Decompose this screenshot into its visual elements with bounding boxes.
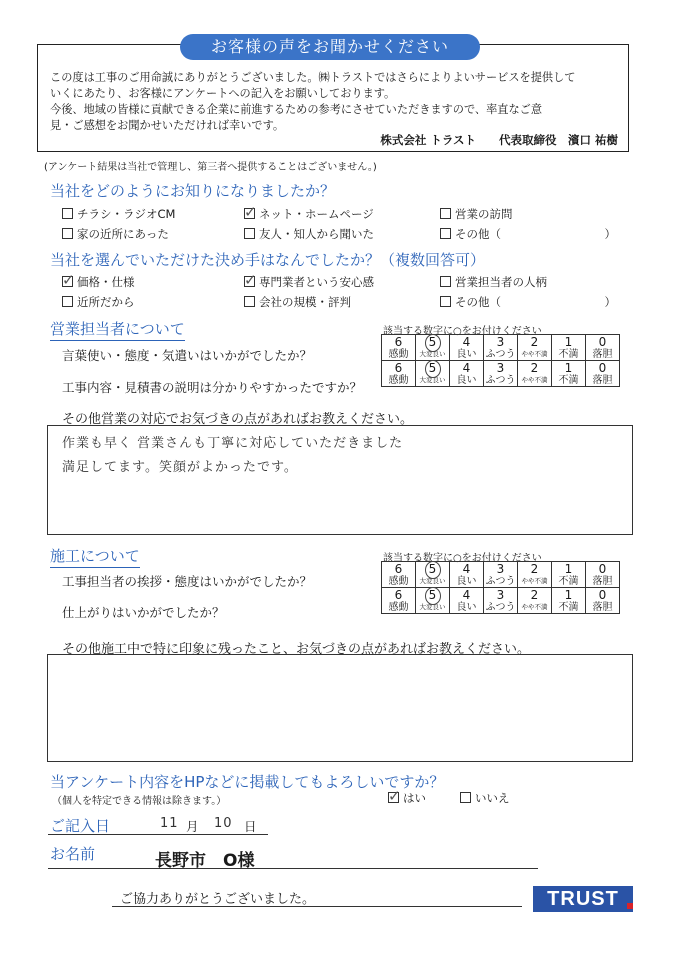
q2-option[interactable]: 近所だから bbox=[62, 294, 135, 310]
logo-dot bbox=[627, 903, 633, 909]
rating-label: 落胆 bbox=[592, 349, 613, 360]
date-month-value: 11 bbox=[160, 816, 179, 831]
rating-number: 6 bbox=[394, 335, 403, 349]
rating-row bbox=[382, 588, 620, 614]
intro-line: 見・ご感想をお聞かせいただければ幸いです。 bbox=[50, 119, 285, 132]
rating-label: やや不満 bbox=[521, 376, 548, 384]
rating-number: 2 bbox=[530, 361, 539, 375]
q1-heading: 当社をどのようにお知りになりましたか？ bbox=[50, 182, 336, 200]
publish-yes-option[interactable]: ✓ はい bbox=[388, 787, 426, 805]
checkbox[interactable] bbox=[62, 296, 73, 307]
rating-label: 感動 bbox=[388, 349, 409, 360]
rating-cell-0[interactable] bbox=[586, 588, 620, 614]
rating-number: 5 bbox=[428, 588, 437, 602]
rating-cell-3[interactable] bbox=[484, 335, 518, 361]
rating-number: 1 bbox=[564, 588, 573, 602]
q2-option[interactable]: ✓ 専門業者という安心感 bbox=[244, 271, 374, 289]
rating-cell-4[interactable] bbox=[450, 562, 484, 588]
survey-title: お客様の声をお聞かせください bbox=[180, 34, 480, 60]
rating-label: 大変良い bbox=[419, 376, 446, 384]
rating-label: ふつう bbox=[485, 375, 516, 386]
rating-label: 不満 bbox=[558, 375, 579, 386]
construction-comment-box[interactable] bbox=[47, 654, 633, 762]
rating-label: 不満 bbox=[558, 349, 579, 360]
rating-cell-6[interactable] bbox=[382, 361, 416, 387]
check-mark-icon: ✓ bbox=[388, 787, 401, 805]
rating-label: 良い bbox=[456, 576, 477, 587]
rating-number: 3 bbox=[496, 588, 505, 602]
checkbox[interactable] bbox=[62, 228, 73, 239]
date-month-unit: 月 bbox=[186, 819, 199, 834]
publish-heading: 当アンケート内容をHPなどに掲載してもよろしいですか？ bbox=[50, 773, 445, 791]
rating-row bbox=[382, 562, 620, 588]
checkbox[interactable] bbox=[440, 208, 451, 219]
rating-number: 4 bbox=[462, 361, 471, 375]
rating-cell-6[interactable] bbox=[382, 588, 416, 614]
publish-note: （個人を特定できる情報は除きます。） bbox=[52, 796, 227, 807]
rating-cell-5[interactable] bbox=[416, 335, 450, 361]
rating-number: 3 bbox=[496, 335, 505, 349]
rating-number: 0 bbox=[598, 562, 607, 576]
checkbox[interactable] bbox=[440, 276, 451, 287]
rating-cell-4[interactable] bbox=[450, 335, 484, 361]
construction-heading: 施工について bbox=[50, 545, 140, 568]
rating-number: 1 bbox=[564, 335, 573, 349]
q1-option[interactable]: 家の近所にあった bbox=[62, 226, 169, 242]
rating-cell-0[interactable] bbox=[586, 335, 620, 361]
rating-cell-1[interactable] bbox=[552, 335, 586, 361]
rating-cell-3[interactable] bbox=[484, 562, 518, 588]
rating-label: 良い bbox=[456, 375, 477, 386]
rating-cell-2[interactable] bbox=[518, 588, 552, 614]
checkbox[interactable] bbox=[244, 228, 255, 239]
rating-cell-3[interactable] bbox=[484, 361, 518, 387]
rating-cell-1[interactable] bbox=[552, 361, 586, 387]
sales-question: 工事内容・見積書の説明は分かりやすかったですか？ bbox=[62, 380, 363, 395]
rating-number: 4 bbox=[462, 335, 471, 349]
q1-option[interactable]: 営業の訪問 bbox=[440, 206, 513, 222]
rating-label: 落胆 bbox=[592, 375, 613, 386]
rating-number: 6 bbox=[394, 562, 403, 576]
construction-comment-prompt: その他施工中で特に印象に残ったこと、お気づきの点があればお教えください。 bbox=[62, 642, 531, 657]
rating-label: 感動 bbox=[388, 576, 409, 587]
q1-option[interactable]: その他（ ） bbox=[440, 226, 616, 242]
rating-cell-5[interactable] bbox=[416, 361, 450, 387]
sales-question: 言葉使い・態度・気遣いはいかがでしたか？ bbox=[62, 348, 313, 363]
rating-caption: 該当する数字に○をお付けください bbox=[383, 326, 542, 337]
rating-number: 4 bbox=[462, 588, 471, 602]
rating-number: 5 bbox=[428, 562, 437, 576]
sales-heading: 営業担当者について bbox=[50, 318, 185, 341]
construction-question: 仕上がりはいかがでしたか？ bbox=[62, 605, 225, 620]
q2-heading: 当社を選んでいただけた決め手はなんでしたか？（複数回答可） bbox=[50, 251, 486, 269]
q1-option[interactable]: ✓ ネット・ホームページ bbox=[244, 203, 374, 221]
rating-number: 1 bbox=[564, 562, 573, 576]
handwritten-comment: 満足してます。笑顔がよかったです。 bbox=[62, 460, 298, 475]
thanks-message: ご協力ありがとうございました。 bbox=[120, 892, 316, 907]
rating-label: ふつう bbox=[485, 576, 516, 587]
rating-number: 1 bbox=[564, 361, 573, 375]
rating-cell-0[interactable] bbox=[586, 562, 620, 588]
date-day-value: 10 bbox=[214, 816, 233, 831]
rating-label: 落胆 bbox=[592, 576, 613, 587]
rating-label: 不満 bbox=[558, 576, 579, 587]
selected-circle-mark bbox=[425, 561, 441, 579]
rating-cell-5[interactable] bbox=[416, 562, 450, 588]
rating-label: 感動 bbox=[388, 602, 409, 613]
name-underline bbox=[48, 868, 538, 869]
check-mark-icon: ✓ bbox=[62, 271, 75, 289]
rating-number: 6 bbox=[394, 588, 403, 602]
handwritten-comment: 作業も早く 営業さんも丁寧に対応していただきました bbox=[62, 436, 404, 451]
sales-comment-prompt: その他営業の対応でお気づきの点があればお教えください。 bbox=[62, 412, 414, 427]
rating-number: 0 bbox=[598, 335, 607, 349]
checkbox[interactable] bbox=[440, 228, 451, 239]
rating-cell-6[interactable] bbox=[382, 335, 416, 361]
q2-option[interactable]: 営業担当者の人柄 bbox=[440, 274, 547, 290]
rating-number: 2 bbox=[530, 588, 539, 602]
checkbox[interactable] bbox=[440, 296, 451, 307]
intro-line: 今後、地域の皆様に貢献できる企業に前進するための参考にさせていただきますので、率直なご意 bbox=[50, 103, 543, 116]
check-mark-icon: ✓ bbox=[244, 203, 257, 221]
rating-cell-0[interactable] bbox=[586, 361, 620, 387]
date-label: ご記入日 bbox=[50, 817, 111, 835]
rating-number: 2 bbox=[530, 562, 539, 576]
rating-number: 2 bbox=[530, 335, 539, 349]
selected-circle-mark bbox=[425, 587, 441, 605]
rating-cell-1[interactable] bbox=[552, 588, 586, 614]
intro-line: この度は工事のご用命誠にありがとうございました。㈱トラストではさらによりよいサービスを提供して bbox=[50, 71, 576, 84]
name-label: お名前 bbox=[50, 845, 96, 863]
rating-label: やや不満 bbox=[521, 603, 548, 611]
checkbox[interactable] bbox=[62, 208, 73, 219]
rating-label: 不満 bbox=[558, 602, 579, 613]
rating-label: 良い bbox=[456, 602, 477, 613]
date-underline bbox=[48, 834, 268, 835]
rating-cell-3[interactable] bbox=[484, 588, 518, 614]
rating-number: 3 bbox=[496, 562, 505, 576]
checkbox[interactable] bbox=[244, 271, 257, 289]
selected-circle-mark bbox=[425, 360, 441, 378]
checkbox[interactable] bbox=[244, 203, 257, 221]
rating-label: ふつう bbox=[485, 602, 516, 613]
rating-cell-4[interactable] bbox=[450, 361, 484, 387]
construction-question: 工事担当者の挨拶・態度はいかがでしたか？ bbox=[62, 574, 313, 589]
rating-label: 大変良い bbox=[419, 577, 446, 585]
rating-number: 3 bbox=[496, 361, 505, 375]
intro-line: いくにあたり、お客様にアンケートへの記入をお願いしております。 bbox=[50, 87, 396, 100]
q2-option[interactable]: 会社の規模・評判 bbox=[244, 294, 351, 310]
construction-rating-grid bbox=[381, 561, 620, 614]
q2-option[interactable]: ✓ 価格・仕様 bbox=[62, 271, 135, 289]
rating-number: 5 bbox=[428, 335, 437, 349]
customer-name: 長野市 O様 bbox=[155, 851, 255, 871]
checkbox[interactable] bbox=[388, 787, 401, 805]
checkbox[interactable] bbox=[244, 296, 255, 307]
selected-circle-mark bbox=[425, 334, 441, 352]
checkbox[interactable] bbox=[460, 792, 471, 803]
q1-option[interactable]: チラシ・ラジオCM bbox=[62, 206, 175, 222]
checkbox[interactable] bbox=[62, 271, 75, 289]
rating-cell-2[interactable] bbox=[518, 562, 552, 588]
trust-logo: TRUST bbox=[533, 886, 633, 912]
q1-option[interactable]: 友人・知人から聞いた bbox=[244, 226, 374, 242]
q2-option[interactable]: その他（ ） bbox=[440, 294, 616, 310]
rating-caption: 該当する数字に○をお付けください bbox=[383, 553, 542, 564]
rating-cell-2[interactable] bbox=[518, 335, 552, 361]
rating-number: 4 bbox=[462, 562, 471, 576]
sales-rating-grid bbox=[381, 334, 620, 387]
rating-number: 0 bbox=[598, 361, 607, 375]
rating-label: ふつう bbox=[485, 349, 516, 360]
rating-cell-2[interactable] bbox=[518, 361, 552, 387]
check-mark-icon: ✓ bbox=[244, 271, 257, 289]
thanks-underline bbox=[112, 906, 522, 907]
rating-row bbox=[382, 361, 620, 387]
rating-label: 大変良い bbox=[419, 603, 446, 611]
rating-label: 落胆 bbox=[592, 602, 613, 613]
date-day-unit: 日 bbox=[244, 819, 257, 834]
rating-label: 大変良い bbox=[419, 350, 446, 358]
rating-cell-5[interactable] bbox=[416, 588, 450, 614]
rating-label: 感動 bbox=[388, 375, 409, 386]
rating-cell-1[interactable] bbox=[552, 562, 586, 588]
rating-cell-6[interactable] bbox=[382, 562, 416, 588]
publish-no-option[interactable]: いいえ bbox=[460, 790, 510, 806]
rating-label: やや不満 bbox=[521, 350, 548, 358]
privacy-note: (アンケート結果は当社で管理し、第三者へ提供することはございません。) bbox=[44, 162, 377, 173]
rating-number: 0 bbox=[598, 588, 607, 602]
rating-number: 5 bbox=[428, 361, 437, 375]
rating-label: 良い bbox=[456, 349, 477, 360]
rating-label: やや不満 bbox=[521, 577, 548, 585]
rating-row bbox=[382, 335, 620, 361]
rating-cell-4[interactable] bbox=[450, 588, 484, 614]
rating-number: 6 bbox=[394, 361, 403, 375]
company-signature: 株式会社 トラスト 代表取締役 濱口 祐樹 bbox=[380, 133, 618, 147]
